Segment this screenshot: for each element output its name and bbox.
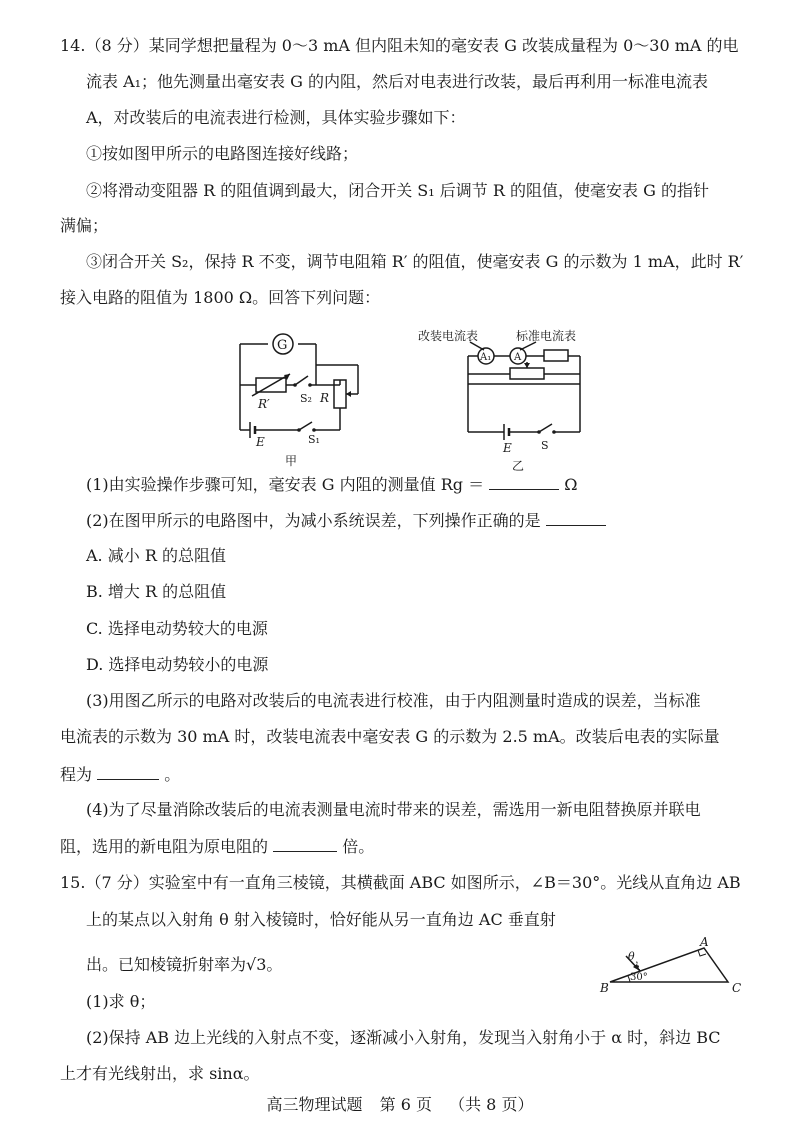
q15-line-1: 15.（7 分）实验室中有一直角三棱镜，其横截面 ABC 如图所示，∠B＝30°。光线从直角边 AB	[60, 873, 741, 892]
caption-jia: 甲	[285, 454, 298, 468]
answer-blank-3[interactable]	[97, 764, 159, 780]
page-footer	[0, 1092, 800, 1115]
q14-part-4b-end: 倍。	[342, 837, 375, 856]
label-a: A	[514, 352, 522, 363]
q14-part-3c-text: 程为	[60, 765, 93, 784]
label-s: S	[541, 439, 549, 452]
label-a1: A₁	[480, 352, 492, 363]
q14-step-3b: 接入电路的阻值为 1800 Ω。回答下列问题：	[60, 288, 381, 307]
label-c: C	[732, 981, 742, 995]
circuit-diagram-yi	[410, 326, 600, 476]
label-s1: S₁	[308, 433, 320, 446]
resistor-top	[544, 350, 568, 361]
q14-line-1: 14.（8 分）某同学想把量程为 0～3 mA 但内阻未知的毫安表 G 改装成量程为 0～30 mA 的电	[60, 36, 739, 55]
q14-part-3c	[60, 764, 180, 785]
q15-part-2b: 上才有光线射出，求 sinα。	[60, 1064, 260, 1083]
q14-part-3c-end: 。	[164, 765, 181, 784]
label-g: G	[277, 338, 288, 353]
option-a: A. 减小 R 的总阻值	[86, 546, 226, 565]
label-a: A	[700, 935, 709, 949]
label-r: R	[320, 391, 330, 405]
caption-yi: 乙	[512, 459, 525, 473]
q14-part-1-text: (1)由实验操作步骤可知，毫安表 G 内阻的测量值 Rg ＝	[86, 475, 485, 494]
switch-s1	[299, 422, 312, 430]
q14-line-3: A，对改装后的电流表进行检测，具体实验步骤如下：	[86, 108, 466, 127]
q14-part-3a: (3)用图乙所示的电路对改装后的电流表进行校准，由于内阻测量时造成的误差，当标准	[86, 691, 701, 710]
answer-blank-4[interactable]	[273, 836, 337, 852]
q14-step-2a: ②将滑动变阻器 R 的阻值调到最大，闭合开关 S₁ 后调节 R 的阻值，使毫安表 G 的指针	[86, 181, 709, 200]
label-modified-ammeter: 改装电流表	[418, 329, 479, 343]
prism-diagram	[600, 935, 760, 995]
label-e-jia: E	[256, 435, 265, 449]
q14-step-2b: 满偏；	[60, 216, 109, 235]
q14-line-2: 流表 A₁；他先测量出毫安表 G 的内阻，然后对电表进行改装，最后再利用一标准电流表	[86, 72, 709, 91]
footer-title: 高三物理试题	[266, 1095, 363, 1114]
q15-line-3: 出。已知棱镜折射率为√3。	[86, 955, 283, 974]
rheostat	[510, 368, 544, 379]
label-angle-30: 30°	[630, 972, 648, 983]
switch-s	[539, 424, 552, 432]
label-e-yi: E	[503, 441, 512, 455]
q14-step-3a: ③闭合开关 S₂，保持 R 不变，调节电阻箱 R′ 的阻值，使毫安表 G 的示数为 1 mA，此时 R′	[86, 252, 744, 271]
q14-part-2	[86, 510, 606, 531]
option-c: C. 选择电动势较大的电源	[86, 619, 268, 638]
q14-part-4b	[60, 836, 374, 857]
answer-blank-2[interactable]	[546, 510, 606, 526]
option-d: D. 选择电动势较小的电源	[86, 655, 269, 674]
q15-line-2: 上的某点以入射角 θ 射入棱镜时，恰好能从另一直角边 AC 垂直射	[86, 910, 556, 929]
q14-part-2-text: (2)在图甲所示的电路图中，为减小系统误差，下列操作正确的是	[86, 511, 541, 530]
q15-part-2a: (2)保持 AB 边上光线的入射点不变，逐渐减小入射角，发现当入射角小于 α 时，斜边 BC	[86, 1028, 721, 1047]
switch-s2	[295, 376, 308, 385]
footer-total: （共 8 页）	[449, 1095, 534, 1114]
q14-step-1: ①按如图甲所示的电路图连接好线路；	[86, 144, 359, 163]
q14-part-1-unit: Ω	[564, 475, 578, 494]
circuit-diagram-jia	[220, 330, 380, 470]
q14-part-4a: (4)为了尽量消除改装后的电流表测量电流时带来的误差，需选用一新电阻替换原并联电	[86, 800, 701, 819]
q15-part-1: (1)求 θ；	[86, 992, 156, 1011]
option-b: B. 增大 R 的总阻值	[86, 582, 227, 601]
label-theta: θ	[628, 950, 635, 963]
q14-part-1	[86, 474, 578, 495]
q14-part-3b: 电流表的示数为 30 mA 时，改装电流表中毫安表 G 的示数为 2.5 mA。改装后电表的实际量	[60, 727, 720, 746]
footer-page: 第 6 页	[379, 1095, 432, 1114]
label-b: B	[600, 981, 609, 995]
label-standard-ammeter: 标准电流表	[516, 329, 577, 343]
answer-blank-1[interactable]	[489, 474, 559, 490]
label-s2: S₂	[300, 392, 312, 405]
q14-part-4b-text: 阻，选用的新电阻为原电阻的	[60, 837, 269, 856]
label-r-prime: R′	[258, 397, 270, 411]
